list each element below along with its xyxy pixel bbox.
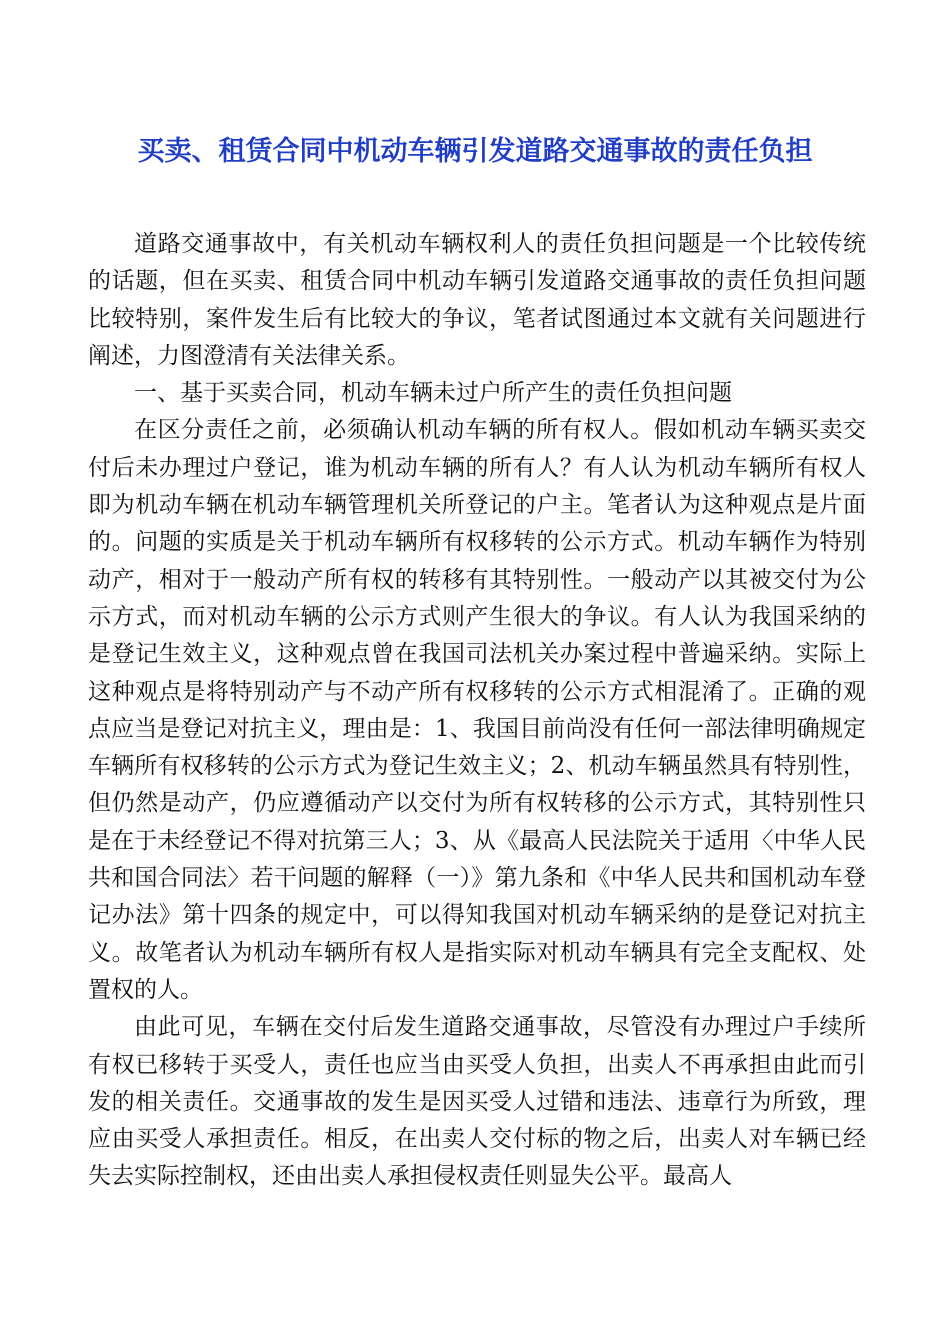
- document-title: 买卖、租赁合同中机动车辆引发道路交通事故的责任负担: [137, 136, 813, 167]
- paragraph-intro: 道路交通事故中，有关机动车辆权利人的责任负担问题是一个比较传统的话题，但在买卖、租赁合同中机动车辆引发道路交通事故的责任负担问题比较特别，案件发生后有比较大的争议，笔者试图通过本文就有关问题进行阐述，力图澄清有关法律关系。: [88, 231, 866, 369]
- paragraph-conclusion: 由此可见，车辆在交付后发生道路交通事故，尽管没有办理过户手续所有权已移转于买受人，责任也应当由买受人负担，出卖人不再承担由此而引发的相关责任。交通事故的发生是因买受人过错和违法、违章行为所致，理应由买受人承担责任。相反，在出卖人交付标的物之后，出卖人对车辆已经失去实际控制权，还由出卖人承担侵权责任则显失公平。最高人: [88, 1014, 866, 1190]
- document-body: [88, 226, 866, 1196]
- paragraph-ownership: 在区分责任之前，必须确认机动车辆的所有权人。假如机动车辆买卖交付后未办理过户登记，谁为机动车辆的所有人？有人认为机动车辆所有权人即为机动车辆在机动车辆管理机关所登记的户主。笔者认为这种观点是片面的。问题的实质是关于机动车辆所有权移转的公示方式。机动车辆作为特别动产，相对于一般动产所有权的转移有其特别性。一般动产以其被交付为公示方式，而对机动车辆的公示方式则产生很大的争议。有人认为我国采纳的是登记生效主义，这种观点曾在我国司法机关办案过程中普遍采纳。实际上这种观点是将特别动产与不动产所有权移转的公示方式相混淆了。正确的观点应当是登记对抗主义，理由是：1、我国目前尚没有任何一部法律明确规定车辆所有权移转的公示方式为登记生效主义；2、机动车辆虽然具有特别性，但仍然是动产，仍应遵循动产以交付为所有权转移的公示方式，其特别性只是在于未经登记不得对抗第三人；3、从《最高人民法院关于适用〈中华人民共和国合同法〉若干问题的解释（一）》第九条和《中华人民共和国机动车登记办法》第十四条的规定中，可以得知我国对机动车辆采纳的是登记对抗主义。故笔者认为机动车辆所有权人是指实际对机动车辆具有完全支配权、处置权的人。: [88, 417, 866, 1003]
- section-heading-1: 一、基于买卖合同，机动车辆未过户所产生的责任负担问题: [134, 380, 732, 407]
